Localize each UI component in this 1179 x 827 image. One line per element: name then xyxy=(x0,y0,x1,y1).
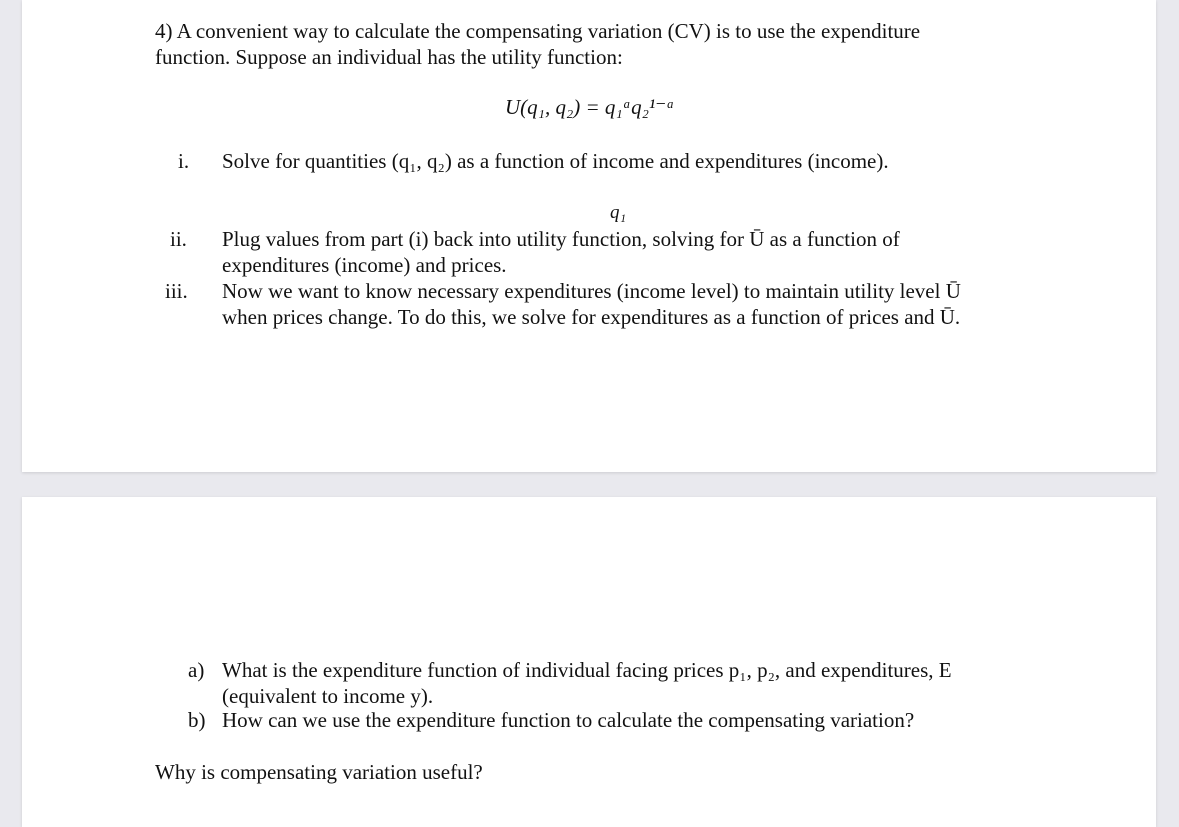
followup-b-line-1: How can we use the expenditure function to calculate the compensating variation? xyxy=(222,708,915,732)
document-page-2 xyxy=(22,497,1156,827)
part-i-text xyxy=(222,148,889,174)
part-ii-text xyxy=(222,226,900,278)
part-i-numeral: i. xyxy=(178,149,190,173)
followup-a-line-1: What is the expenditure function of individual facing prices p₁, p₂, and expenditures, E xyxy=(222,658,952,682)
followup-b-text xyxy=(222,707,914,733)
utility-function-equation: U(q₁, q₂) = q₁ᵃq₂¹⁻ᵃ xyxy=(505,95,675,119)
part-iii-line-1: Now we want to know necessary expenditures (income level) to maintain utility level Ū xyxy=(222,279,961,303)
followup-a-letter: a) xyxy=(188,658,205,682)
closing-question: Why is compensating variation useful? xyxy=(155,760,483,784)
part-iii-text xyxy=(222,278,961,330)
followup-a-text xyxy=(222,657,952,709)
part-i-line-1: Solve for quantities (q₁, q₂) as a function of income and expenditures (income). xyxy=(222,149,889,173)
followup-a-line-2: (equivalent to income y). xyxy=(222,684,434,708)
question-intro xyxy=(155,18,920,70)
part-ii-numeral: ii. xyxy=(170,227,187,251)
intro-line-1: 4) A convenient way to calculate the compensating variation (CV) is to use the expenditure xyxy=(155,19,921,43)
part-ii-line-1: Plug values from part (i) back into utility function, solving for Ū as a function of xyxy=(222,227,900,251)
part-iii-line-2: when prices change. To do this, we solve for expenditures as a function of prices and Ū. xyxy=(222,305,961,329)
part-ii-line-2: expenditures (income) and prices. xyxy=(222,253,507,277)
document-page-1 xyxy=(22,0,1156,472)
part-iii-numeral: iii. xyxy=(165,279,188,303)
stray-q1-label: q₁ xyxy=(610,202,627,223)
intro-line-2: function. Suppose an individual has the utility function: xyxy=(155,45,623,69)
followup-b-letter: b) xyxy=(188,708,206,732)
